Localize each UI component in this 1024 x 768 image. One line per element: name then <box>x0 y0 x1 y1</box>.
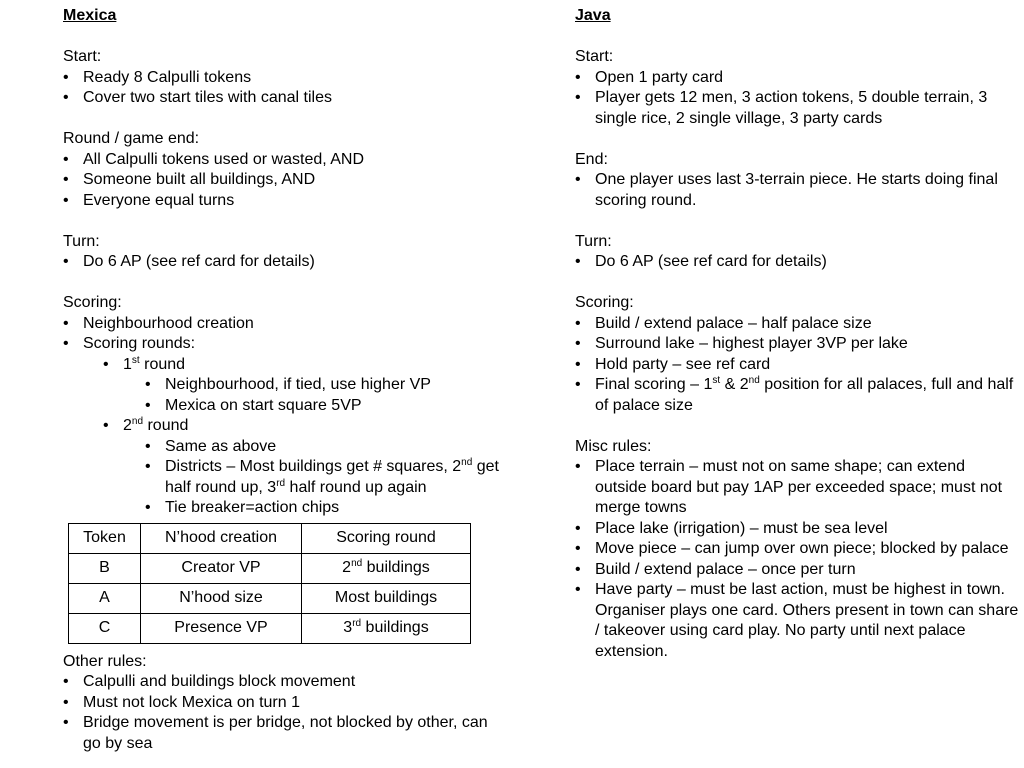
list-item: • Calpulli and buildings block movement <box>63 672 508 693</box>
list-item: • Mexica on start square 5VP <box>145 396 508 417</box>
java-end-heading: End: <box>575 150 608 168</box>
mexica-other-heading: Other rules: <box>63 652 147 670</box>
java-turn-heading: Turn: <box>575 232 612 250</box>
mexica-turn-heading: Turn: <box>63 232 100 250</box>
districts-item: • Districts – Most buildings get # squares, 2nd get half round up, 3rd half round up again <box>145 457 508 498</box>
list-item: • Open 1 party card <box>575 68 1020 89</box>
table-cell: A <box>69 583 141 613</box>
list-item: • Ready 8 Calpulli tokens <box>63 68 508 89</box>
list-item: • All Calpulli tokens used or wasted, AND <box>63 150 508 171</box>
mexica-column <box>63 6 508 754</box>
list-item: • Build / extend palace – half palace size <box>575 314 1020 335</box>
list-item: • Move piece – can jump over own piece; blocked by palace <box>575 539 1020 560</box>
list-item: • Scoring rounds: <box>63 334 508 355</box>
mexica-start-heading: Start: <box>63 48 102 65</box>
table-cell: Presence VP <box>141 613 302 643</box>
list-item: • Same as above <box>145 437 508 458</box>
list-item: • Have party – must be last action, must be highest in town. Organiser plays one card. Others present in town can share / takeover using card play. No party until next palace extension. <box>575 580 1020 662</box>
round-2-item: • 2nd round <box>103 416 508 437</box>
mexica-turn-list <box>63 252 508 273</box>
list-item: • Place lake (irrigation) – must be sea level <box>575 519 1020 540</box>
java-end-list <box>575 170 1020 211</box>
table-header: Token <box>69 523 141 553</box>
java-misc-heading: Misc rules: <box>575 437 652 455</box>
java-scoring-list <box>575 314 1020 417</box>
java-misc-list <box>575 457 1020 662</box>
java-title: Java <box>575 7 611 24</box>
table-cell: B <box>69 553 141 583</box>
table-cell: C <box>69 613 141 643</box>
table-row <box>69 583 471 613</box>
java-column <box>575 6 1020 662</box>
list-item: • One player uses last 3-terrain piece. He starts doing final scoring round. <box>575 170 1020 211</box>
table-header-row <box>69 523 471 553</box>
java-turn-list <box>575 252 1020 273</box>
table-row <box>69 613 471 643</box>
mexica-end-heading: Round / game end: <box>63 130 200 147</box>
list-item: • Neighbourhood, if tied, use higher VP <box>145 375 508 396</box>
java-scoring-heading: Scoring: <box>575 294 634 311</box>
table-row <box>69 553 471 583</box>
list-item: • Build / extend palace – once per turn <box>575 560 1020 581</box>
list-item: • Everyone equal turns <box>63 191 508 212</box>
list-item: • Tie breaker=action chips <box>145 498 508 519</box>
mexica-other-list <box>63 672 508 754</box>
final-scoring-item: • Final scoring – 1st & 2nd position for all palaces, full and half of palace size <box>575 375 1020 416</box>
list-item: • Someone built all buildings, AND <box>63 170 508 191</box>
list-item: • Place terrain – must not on same shape; can extend outside board but pay 1AP per exceeded space; must not merge towns <box>575 457 1020 519</box>
round-1-item: • 1st round <box>103 355 508 376</box>
table-header: N’hood creation <box>141 523 302 553</box>
mexica-scoring-list <box>63 314 508 519</box>
mexica-title: Mexica <box>63 7 117 24</box>
list-item: • Player gets 12 men, 3 action tokens, 5 double terrain, 3 single rice, 2 single village, 3 party cards <box>575 88 1020 129</box>
list-item: • Must not lock Mexica on turn 1 <box>63 693 508 714</box>
list-item: • Neighbourhood creation <box>63 314 508 335</box>
mexica-end-list <box>63 150 508 212</box>
mexica-start-list <box>63 68 508 109</box>
list-item: • Do 6 AP (see ref card for details) <box>575 252 1020 273</box>
list-item: • Hold party – see ref card <box>575 355 1020 376</box>
java-start-list <box>575 68 1020 130</box>
list-item: • Do 6 AP (see ref card for details) <box>63 252 508 273</box>
table-cell: Creator VP <box>141 553 302 583</box>
java-start-heading: Start: <box>575 48 614 65</box>
list-item: • Cover two start tiles with canal tiles <box>63 88 508 109</box>
table-header: Scoring round <box>302 523 471 553</box>
list-item: • Surround lake – highest player 3VP per lake <box>575 334 1020 355</box>
table-cell: 3rd buildings <box>302 613 471 643</box>
table-cell: Most buildings <box>302 583 471 613</box>
table-cell: N’hood size <box>141 583 302 613</box>
token-table <box>68 523 471 644</box>
list-item: • Bridge movement is per bridge, not blocked by other, can go by sea <box>63 713 508 754</box>
table-cell: 2nd buildings <box>302 553 471 583</box>
mexica-scoring-heading: Scoring: <box>63 294 122 311</box>
